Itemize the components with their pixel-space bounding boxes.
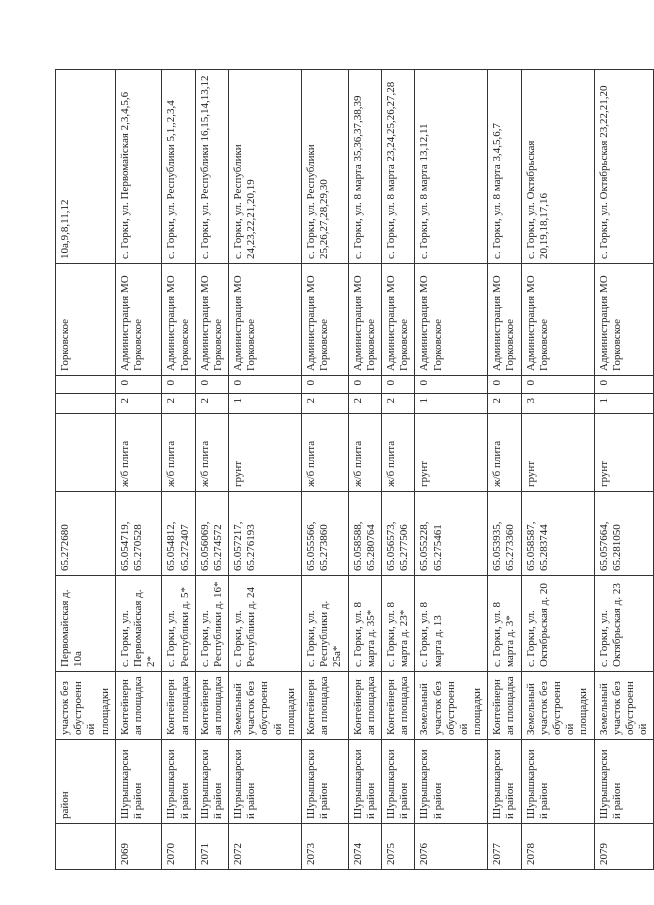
cell-owner: Администрация МО Горковское <box>521 264 594 376</box>
table-row <box>348 70 381 870</box>
cell-served: с. Горки, ул. 8 марта 3,4,5,6,7 <box>488 70 521 264</box>
cell-address: с. Горки, ул. Республики д. 25а* <box>302 576 349 672</box>
cell-address: с. Горки, ул. Республики д. 24 <box>229 576 302 672</box>
table-row <box>162 70 195 870</box>
cell-count: 2 <box>348 394 381 414</box>
cell-district: Шурышкарский район <box>488 740 521 824</box>
cell-served: с. Горки, ул. 8 марта 23,24,25,26,27,28 <box>381 70 414 264</box>
cell-coords: 65.272680 <box>56 492 116 576</box>
cell-coords: 65.058587, 65.283744 <box>521 492 594 576</box>
cell-surface: ж/б плита <box>162 414 195 492</box>
cell-type: Контейнерная площадка <box>115 672 162 740</box>
cell-district: Шурышкарский район <box>195 740 228 824</box>
cell-coords: 65.054812, 65.272407 <box>162 492 195 576</box>
cell-coords: 65.056069, 65.274572 <box>195 492 228 576</box>
cell-zero: 0 <box>229 376 302 394</box>
cell-count: 2 <box>488 394 521 414</box>
cell-owner: Администрация МО Горковское <box>415 264 488 376</box>
cell-type: Контейнерная площадка <box>381 672 414 740</box>
cell-owner: Администрация МО Горковское <box>302 264 349 376</box>
cell-num: 2076 <box>415 824 488 870</box>
cell-zero: 0 <box>348 376 381 394</box>
cell-zero <box>56 376 116 394</box>
cell-owner: Администрация МО Горковское <box>348 264 381 376</box>
cell-surface: ж/б плита <box>488 414 521 492</box>
cell-type: участок без обустроенной площадки <box>56 672 116 740</box>
cell-zero: 0 <box>162 376 195 394</box>
waste-site-table <box>55 69 654 870</box>
cell-owner: Администрация МО Горковское <box>594 264 654 376</box>
cell-district: Шурышкарский район <box>415 740 488 824</box>
cell-served: 10а,9,8,11,12 <box>56 70 116 264</box>
cell-type: Контейнерная площадка <box>195 672 228 740</box>
cell-served: с. Горки, ул. Первомайская 2,3,4,5,6 <box>115 70 162 264</box>
cell-coords: 65.053935, 65.273360 <box>488 492 521 576</box>
cell-surface: ж/б плита <box>115 414 162 492</box>
table-row <box>115 70 162 870</box>
cell-served: с. Горки, ул. 8 марта 13,12,11 <box>415 70 488 264</box>
table-row <box>415 70 488 870</box>
cell-district: Шурышкарский район <box>594 740 654 824</box>
cell-served: с. Горки, ул. Республики 5,1,,2,3,4 <box>162 70 195 264</box>
cell-served: с. Горки, ул. Республики 16,15,14,13,12 <box>195 70 228 264</box>
cell-district: Шурышкарский район <box>115 740 162 824</box>
cell-address: с. Горки, ул. Республики д. 16* <box>195 576 228 672</box>
cell-count: 1 <box>594 394 654 414</box>
cell-num: 2069 <box>115 824 162 870</box>
cell-district: Шурышкарский район <box>381 740 414 824</box>
rotated-table-wrapper <box>55 70 650 870</box>
table-row <box>56 70 116 870</box>
cell-surface: ж/б плита <box>302 414 349 492</box>
table-row <box>594 70 654 870</box>
cell-type: Контейнерная площадка <box>488 672 521 740</box>
table-row <box>488 70 521 870</box>
cell-coords: 65.056573, 65.277506 <box>381 492 414 576</box>
cell-owner: Администрация МО Горковское <box>381 264 414 376</box>
cell-count: 2 <box>195 394 228 414</box>
cell-type: Земельный участок без обустроенной площадки <box>229 672 302 740</box>
cell-coords: 65.058588, 65.280764 <box>348 492 381 576</box>
cell-district: Шурышкарский район <box>348 740 381 824</box>
cell-count: 2 <box>381 394 414 414</box>
cell-num: 2072 <box>229 824 302 870</box>
cell-served: с. Горки, ул. Республики 25,26,27,28,29,30 <box>302 70 349 264</box>
cell-coords: 65.054719, 65.270528 <box>115 492 162 576</box>
cell-count: 2 <box>162 394 195 414</box>
cell-zero: 0 <box>521 376 594 394</box>
cell-owner: Администрация МО Горковское <box>488 264 521 376</box>
cell-district: Шурышкарский район <box>229 740 302 824</box>
cell-type: Контейнерная площадка <box>348 672 381 740</box>
cell-zero: 0 <box>594 376 654 394</box>
cell-surface: ж/б плита <box>381 414 414 492</box>
cell-num <box>56 824 116 870</box>
cell-num: 2074 <box>348 824 381 870</box>
cell-served: с. Горки, ул. Октябрьская 23,22,21,20 <box>594 70 654 264</box>
cell-zero: 0 <box>302 376 349 394</box>
cell-count <box>56 394 116 414</box>
table-row <box>302 70 349 870</box>
cell-district: Шурышкарский район <box>521 740 594 824</box>
cell-num: 2075 <box>381 824 414 870</box>
cell-num: 2070 <box>162 824 195 870</box>
cell-type: Контейнерная площадка <box>162 672 195 740</box>
cell-count: 1 <box>415 394 488 414</box>
cell-district: Шурышкарский район <box>162 740 195 824</box>
cell-surface: ж/б плита <box>195 414 228 492</box>
cell-address: с. Горки, ул. Первомайская д. 2* <box>115 576 162 672</box>
cell-address: с. Горки, ул. 8 марта д. 3* <box>488 576 521 672</box>
cell-num: 2071 <box>195 824 228 870</box>
cell-count: 3 <box>521 394 594 414</box>
cell-num: 2078 <box>521 824 594 870</box>
cell-coords: 65.055566, 65.273860 <box>302 492 349 576</box>
cell-owner: Администрация МО Горковское <box>229 264 302 376</box>
cell-zero: 0 <box>195 376 228 394</box>
cell-served: с. Горки, ул. 8 марта 35,36,37,38,39 <box>348 70 381 264</box>
cell-address: с. Горки, ул. 8 марта д. 13 <box>415 576 488 672</box>
cell-address: с. Горки, ул. 8 марта д. 23* <box>381 576 414 672</box>
cell-address: с. Горки, ул. 8 марта д. 35* <box>348 576 381 672</box>
cell-coords: 65.055228, 65.275461 <box>415 492 488 576</box>
cell-zero: 0 <box>115 376 162 394</box>
cell-zero: 0 <box>415 376 488 394</box>
cell-served: с. Горки, ул. Октябрьская 20,19,18,17,16 <box>521 70 594 264</box>
cell-address: Первомайская д. 10а <box>56 576 116 672</box>
cell-owner: Администрация МО Горковское <box>195 264 228 376</box>
cell-coords: 65.057664, 65.281050 <box>594 492 654 576</box>
cell-address: с. Горки, ул. Октябрьская д. 23 <box>594 576 654 672</box>
cell-zero: 0 <box>381 376 414 394</box>
cell-coords: 65.057217, 65.276193 <box>229 492 302 576</box>
cell-count: 1 <box>229 394 302 414</box>
cell-count: 2 <box>115 394 162 414</box>
table-row <box>381 70 414 870</box>
cell-surface: грунт <box>594 414 654 492</box>
cell-address: с. Горки, ул. Октябрьская д. 20 <box>521 576 594 672</box>
cell-address: с. Горки, ул. Республики д. 5* <box>162 576 195 672</box>
cell-type: Земельный участок без обустроенной площадки <box>415 672 488 740</box>
cell-num: 2077 <box>488 824 521 870</box>
cell-num: 2079 <box>594 824 654 870</box>
cell-owner: Администрация МО Горковское <box>162 264 195 376</box>
cell-owner: Горковское <box>56 264 116 376</box>
cell-district: Шурышкарский район <box>302 740 349 824</box>
cell-served: с. Горки, ул. Республики 24,23,22,21,20,19 <box>229 70 302 264</box>
cell-zero: 0 <box>488 376 521 394</box>
table-row <box>521 70 594 870</box>
table-row <box>229 70 302 870</box>
cell-surface <box>56 414 116 492</box>
cell-num: 2073 <box>302 824 349 870</box>
cell-surface: ж/б плита <box>348 414 381 492</box>
table-row <box>195 70 228 870</box>
cell-type: Земельный участок без обустроенной <box>594 672 654 740</box>
cell-district: район <box>56 740 116 824</box>
cell-surface: грунт <box>415 414 488 492</box>
cell-type: Земельный участок без обустроенной площадки <box>521 672 594 740</box>
cell-count: 2 <box>302 394 349 414</box>
cell-type: Контейнерная площадка <box>302 672 349 740</box>
cell-surface: грунт <box>229 414 302 492</box>
cell-owner: Администрация МО Горковское <box>115 264 162 376</box>
cell-surface: грунт <box>521 414 594 492</box>
